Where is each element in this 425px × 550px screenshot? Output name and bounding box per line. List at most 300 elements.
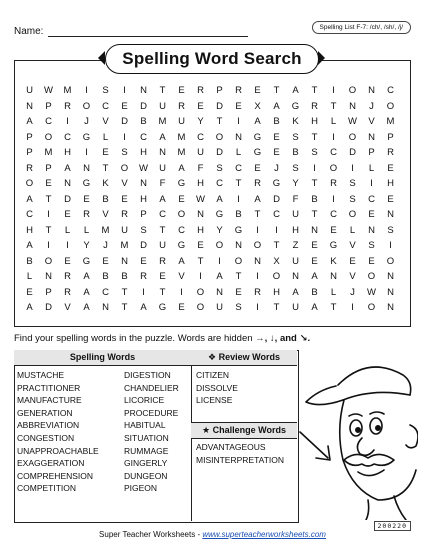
grid-letter[interactable]: K: [330, 255, 337, 267]
grid-letter[interactable]: P: [45, 162, 52, 174]
grid-letter[interactable]: L: [83, 224, 90, 236]
grid-letter[interactable]: N: [292, 271, 299, 282]
grid-letter[interactable]: U: [292, 209, 299, 220]
grid-letter[interactable]: N: [140, 85, 147, 96]
grid-letter[interactable]: G: [158, 302, 167, 313]
grid-letter[interactable]: T: [121, 286, 128, 298]
grid-letter[interactable]: L: [330, 286, 337, 298]
grid-letter[interactable]: S: [102, 85, 109, 96]
grid-letter[interactable]: H: [311, 116, 318, 127]
grid-letter[interactable]: R: [254, 286, 261, 298]
grid-letter[interactable]: A: [159, 131, 166, 143]
grid-letter[interactable]: O: [120, 162, 129, 174]
grid-letter[interactable]: C: [330, 209, 337, 220]
grid-letter[interactable]: L: [349, 224, 356, 236]
grid-letter[interactable]: G: [253, 147, 262, 158]
grid-letter[interactable]: E: [273, 131, 280, 143]
grid-letter[interactable]: V: [102, 209, 109, 220]
grid-letter[interactable]: I: [142, 286, 145, 298]
grid-letter[interactable]: I: [332, 131, 335, 143]
grid-letter[interactable]: D: [121, 116, 128, 127]
grid-letter[interactable]: Y: [197, 116, 204, 127]
grid-letter[interactable]: P: [26, 131, 33, 143]
grid-letter[interactable]: Y: [83, 240, 90, 251]
grid-letter[interactable]: O: [25, 178, 34, 189]
grid-letter[interactable]: R: [140, 271, 147, 282]
grid-letter[interactable]: Z: [292, 240, 299, 251]
grid-letter[interactable]: M: [386, 116, 395, 127]
grid-letter[interactable]: E: [64, 209, 71, 220]
grid-letter[interactable]: E: [45, 178, 52, 189]
grid-letter[interactable]: G: [82, 178, 91, 189]
grid-letter[interactable]: U: [292, 302, 299, 313]
grid-letter[interactable]: G: [177, 240, 186, 251]
grid-letter[interactable]: W: [348, 116, 357, 127]
grid-letter[interactable]: O: [386, 100, 395, 112]
grid-letter[interactable]: E: [178, 302, 185, 313]
grid-letter[interactable]: K: [102, 178, 109, 189]
grid-letter[interactable]: P: [45, 286, 52, 298]
grid-letter[interactable]: D: [216, 100, 223, 112]
grid-letter[interactable]: C: [159, 209, 166, 220]
grid-letter[interactable]: R: [64, 271, 71, 282]
grid-letter[interactable]: L: [330, 116, 337, 127]
grid-letter[interactable]: H: [64, 147, 71, 158]
grid-letter[interactable]: R: [387, 147, 394, 158]
grid-letter[interactable]: N: [140, 178, 147, 189]
grid-letter[interactable]: A: [159, 193, 166, 205]
grid-letter[interactable]: O: [367, 302, 376, 313]
grid-letter[interactable]: E: [254, 162, 261, 174]
grid-letter[interactable]: U: [159, 162, 166, 174]
grid-letter[interactable]: C: [197, 131, 204, 143]
grid-letter[interactable]: R: [83, 209, 90, 220]
grid-letter[interactable]: E: [311, 255, 318, 267]
grid-letter[interactable]: E: [26, 286, 33, 298]
grid-letter[interactable]: A: [254, 116, 261, 127]
grid-letter[interactable]: M: [120, 240, 129, 251]
grid-letter[interactable]: O: [348, 209, 357, 220]
grid-letter[interactable]: H: [387, 178, 394, 189]
grid-letter[interactable]: F: [197, 162, 204, 174]
grid-letter[interactable]: O: [367, 271, 376, 282]
grid-letter[interactable]: C: [26, 209, 33, 220]
grid-letter[interactable]: E: [349, 255, 356, 267]
grid-letter[interactable]: E: [159, 271, 166, 282]
grid-letter[interactable]: H: [26, 224, 33, 236]
grid-letter[interactable]: I: [256, 271, 259, 282]
grid-letter[interactable]: T: [45, 193, 52, 205]
grid-letter[interactable]: O: [196, 286, 205, 298]
grid-letter[interactable]: I: [256, 224, 259, 236]
grid-letter[interactable]: S: [311, 147, 318, 158]
grid-letter[interactable]: C: [140, 131, 147, 143]
grid-letter[interactable]: J: [103, 240, 108, 251]
grid-letter[interactable]: O: [386, 255, 395, 267]
grid-letter[interactable]: T: [197, 255, 204, 267]
grid-letter[interactable]: C: [216, 178, 223, 189]
grid-letter[interactable]: H: [273, 286, 280, 298]
grid-letter[interactable]: E: [197, 100, 204, 112]
grid-letter[interactable]: A: [216, 271, 223, 282]
grid-letter[interactable]: G: [272, 178, 281, 189]
grid-letter[interactable]: A: [292, 286, 299, 298]
grid-letter[interactable]: I: [85, 147, 88, 158]
grid-letter[interactable]: H: [140, 193, 147, 205]
grid-letter[interactable]: H: [197, 224, 204, 236]
grid-letter[interactable]: P: [216, 85, 223, 96]
grid-letter[interactable]: E: [273, 147, 280, 158]
grid-letter[interactable]: J: [274, 162, 279, 174]
grid-letter[interactable]: O: [196, 302, 205, 313]
grid-letter[interactable]: D: [140, 100, 147, 112]
grid-letter[interactable]: U: [159, 100, 166, 112]
grid-letter[interactable]: O: [253, 240, 262, 251]
grid-letter[interactable]: I: [237, 193, 240, 205]
grid-letter[interactable]: A: [26, 116, 33, 127]
grid-letter[interactable]: B: [311, 193, 318, 205]
grid-letter[interactable]: T: [102, 162, 109, 174]
grid-letter[interactable]: I: [351, 302, 354, 313]
footer-website-link[interactable]: www.superteacherworksheets.com: [202, 530, 326, 539]
grid-letter[interactable]: R: [64, 100, 71, 112]
grid-letter[interactable]: T: [273, 302, 280, 313]
grid-letter[interactable]: E: [197, 240, 204, 251]
grid-letter[interactable]: I: [218, 255, 221, 267]
grid-letter[interactable]: N: [26, 100, 33, 112]
grid-letter[interactable]: L: [26, 271, 33, 282]
grid-letter[interactable]: A: [83, 302, 90, 313]
grid-letter[interactable]: R: [235, 85, 242, 96]
grid-letter[interactable]: T: [121, 302, 128, 313]
grid-letter[interactable]: B: [102, 193, 109, 205]
grid-letter[interactable]: J: [369, 100, 374, 112]
grid-letter[interactable]: O: [234, 255, 243, 267]
grid-letter[interactable]: E: [64, 255, 71, 267]
grid-letter[interactable]: S: [292, 162, 299, 174]
grid-letter[interactable]: N: [368, 224, 375, 236]
grid-letter[interactable]: E: [311, 240, 318, 251]
grid-letter[interactable]: D: [273, 193, 280, 205]
grid-letter[interactable]: N: [83, 162, 90, 174]
grid-letter[interactable]: U: [197, 147, 204, 158]
grid-letter[interactable]: A: [311, 302, 318, 313]
grid-letter[interactable]: O: [44, 255, 53, 267]
grid-letter[interactable]: R: [197, 85, 204, 96]
grid-letter[interactable]: A: [311, 271, 318, 282]
grid-letter[interactable]: C: [102, 100, 109, 112]
grid-letter[interactable]: G: [215, 209, 224, 220]
grid-letter[interactable]: J: [84, 116, 89, 127]
grid-letter[interactable]: A: [140, 302, 147, 313]
grid-letter[interactable]: T: [273, 240, 280, 251]
grid-letter[interactable]: N: [121, 255, 128, 267]
grid-letter[interactable]: A: [26, 302, 33, 313]
grid-letter[interactable]: A: [254, 193, 261, 205]
grid-letter[interactable]: N: [159, 147, 166, 158]
grid-letter[interactable]: A: [26, 193, 33, 205]
grid-letter[interactable]: K: [292, 116, 299, 127]
grid-letter[interactable]: S: [216, 162, 223, 174]
grid-letter[interactable]: I: [256, 302, 259, 313]
grid-letter[interactable]: D: [140, 240, 147, 251]
grid-letter[interactable]: H: [140, 147, 147, 158]
grid-letter[interactable]: I: [199, 271, 202, 282]
grid-letter[interactable]: N: [368, 85, 375, 96]
grid-letter[interactable]: E: [178, 85, 185, 96]
grid-letter[interactable]: M: [177, 131, 186, 143]
grid-letter[interactable]: T: [45, 224, 52, 236]
grid-letter[interactable]: A: [83, 286, 90, 298]
grid-letter[interactable]: E: [235, 286, 242, 298]
grid-letter[interactable]: T: [311, 178, 318, 189]
grid-letter[interactable]: U: [292, 255, 299, 267]
grid-letter[interactable]: L: [102, 131, 109, 143]
grid-letter[interactable]: J: [350, 286, 355, 298]
grid-letter[interactable]: B: [140, 116, 147, 127]
grid-letter[interactable]: O: [348, 131, 357, 143]
grid-letter[interactable]: G: [253, 131, 262, 143]
grid-letter[interactable]: E: [254, 85, 261, 96]
grid-letter[interactable]: G: [329, 240, 338, 251]
grid-letter[interactable]: S: [121, 147, 128, 158]
grid-letter[interactable]: A: [292, 85, 299, 96]
grid-letter[interactable]: W: [367, 286, 376, 298]
grid-letter[interactable]: C: [387, 85, 394, 96]
name-line[interactable]: [48, 36, 248, 37]
grid-letter[interactable]: E: [368, 255, 375, 267]
grid-letter[interactable]: N: [387, 271, 394, 282]
grid-letter[interactable]: P: [140, 209, 147, 220]
grid-letter[interactable]: N: [387, 302, 394, 313]
grid-letter[interactable]: R: [254, 178, 261, 189]
grid-letter[interactable]: C: [273, 209, 280, 220]
grid-letter[interactable]: E: [121, 100, 128, 112]
grid-letter[interactable]: N: [368, 131, 375, 143]
grid-letter[interactable]: E: [121, 193, 128, 205]
grid-letter[interactable]: N: [349, 100, 356, 112]
grid-letter[interactable]: I: [351, 162, 354, 174]
grid-letter[interactable]: I: [47, 209, 50, 220]
grid-letter[interactable]: V: [349, 240, 356, 251]
grid-letter[interactable]: P: [26, 147, 33, 158]
grid-letter[interactable]: N: [330, 271, 337, 282]
grid-letter[interactable]: T: [311, 131, 318, 143]
grid-letter[interactable]: Y: [292, 178, 299, 189]
grid-letter[interactable]: C: [330, 147, 337, 158]
grid-letter[interactable]: S: [368, 240, 375, 251]
grid-letter[interactable]: I: [332, 193, 335, 205]
grid-letter[interactable]: N: [64, 178, 71, 189]
grid-letter[interactable]: N: [45, 271, 52, 282]
grid-letter[interactable]: E: [140, 255, 147, 267]
grid-letter[interactable]: S: [235, 302, 242, 313]
grid-letter[interactable]: V: [102, 116, 109, 127]
grid-letter[interactable]: G: [82, 131, 91, 143]
grid-letter[interactable]: A: [178, 255, 185, 267]
grid-letter[interactable]: E: [387, 162, 394, 174]
grid-letter[interactable]: T: [159, 286, 166, 298]
grid-letter[interactable]: T: [311, 209, 318, 220]
grid-letter[interactable]: C: [368, 193, 375, 205]
grid-letter[interactable]: D: [45, 302, 52, 313]
grid-letter[interactable]: I: [389, 240, 392, 251]
grid-letter[interactable]: N: [216, 286, 223, 298]
grid-letter[interactable]: B: [273, 116, 280, 127]
grid-letter[interactable]: M: [63, 85, 72, 96]
grid-letter[interactable]: E: [83, 193, 90, 205]
grid-letter[interactable]: L: [235, 147, 242, 158]
grid-letter[interactable]: A: [273, 100, 280, 112]
grid-letter[interactable]: B: [311, 286, 318, 298]
grid-letter[interactable]: A: [83, 271, 90, 282]
grid-letter[interactable]: N: [235, 240, 242, 251]
grid-letter[interactable]: O: [82, 100, 91, 112]
grid-letter[interactable]: G: [177, 178, 186, 189]
grid-letter[interactable]: C: [102, 286, 109, 298]
grid-letter[interactable]: N: [197, 209, 204, 220]
grid-letter[interactable]: U: [178, 116, 185, 127]
grid-letter[interactable]: R: [311, 100, 318, 112]
grid-letter[interactable]: O: [329, 162, 338, 174]
grid-letter[interactable]: D: [64, 193, 71, 205]
grid-letter[interactable]: O: [348, 85, 357, 96]
grid-letter[interactable]: I: [180, 286, 183, 298]
grid-letter[interactable]: W: [139, 162, 148, 174]
grid-letter[interactable]: T: [330, 100, 337, 112]
grid-letter[interactable]: T: [330, 302, 337, 313]
grid-letter[interactable]: M: [177, 147, 186, 158]
grid-letter[interactable]: U: [121, 224, 128, 236]
grid-letter[interactable]: R: [121, 209, 128, 220]
grid-letter[interactable]: E: [235, 100, 242, 112]
grid-letter[interactable]: S: [387, 224, 394, 236]
grid-letter[interactable]: O: [215, 131, 224, 143]
grid-letter[interactable]: I: [123, 85, 126, 96]
grid-letter[interactable]: F: [159, 178, 166, 189]
grid-letter[interactable]: X: [254, 100, 261, 112]
grid-letter[interactable]: I: [275, 224, 278, 236]
grid-letter[interactable]: A: [26, 240, 33, 251]
grid-letter[interactable]: T: [254, 209, 261, 220]
grid-letter[interactable]: D: [349, 147, 356, 158]
grid-letter[interactable]: N: [235, 131, 242, 143]
grid-letter[interactable]: N: [387, 286, 394, 298]
grid-letter[interactable]: W: [44, 85, 53, 96]
grid-letter[interactable]: S: [349, 193, 356, 205]
grid-letter[interactable]: H: [197, 178, 204, 189]
grid-letter[interactable]: I: [66, 240, 69, 251]
grid-letter[interactable]: T: [159, 85, 166, 96]
grid-letter[interactable]: E: [368, 209, 375, 220]
grid-letter[interactable]: L: [368, 162, 375, 174]
grid-letter[interactable]: A: [64, 162, 71, 174]
grid-letter[interactable]: X: [273, 255, 280, 267]
grid-letter[interactable]: N: [387, 209, 394, 220]
grid-letter[interactable]: T: [235, 178, 242, 189]
grid-letter[interactable]: U: [216, 302, 223, 313]
grid-letter[interactable]: C: [64, 131, 71, 143]
grid-letter[interactable]: C: [45, 116, 52, 127]
grid-letter[interactable]: S: [349, 178, 356, 189]
grid-letter[interactable]: V: [178, 271, 185, 282]
grid-letter[interactable]: O: [177, 209, 186, 220]
grid-letter[interactable]: T: [235, 271, 242, 282]
grid-letter[interactable]: L: [64, 224, 71, 236]
grid-letter[interactable]: H: [292, 224, 299, 236]
grid-letter[interactable]: B: [26, 255, 33, 267]
grid-letter[interactable]: R: [64, 286, 71, 298]
grid-letter[interactable]: P: [45, 100, 52, 112]
grid-letter[interactable]: I: [332, 85, 335, 96]
grid-letter[interactable]: B: [235, 209, 242, 220]
grid-letter[interactable]: P: [387, 131, 394, 143]
grid-letter[interactable]: M: [101, 224, 110, 236]
grid-letter[interactable]: I: [66, 116, 69, 127]
grid-letter[interactable]: I: [237, 116, 240, 127]
grid-letter[interactable]: M: [158, 116, 167, 127]
grid-letter[interactable]: B: [102, 271, 109, 282]
grid-letter[interactable]: O: [44, 131, 53, 143]
grid-letter[interactable]: B: [292, 147, 299, 158]
grid-letter[interactable]: R: [178, 100, 185, 112]
grid-letter[interactable]: I: [85, 85, 88, 96]
grid-letter[interactable]: T: [216, 116, 223, 127]
grid-letter[interactable]: E: [102, 255, 109, 267]
grid-letter[interactable]: D: [216, 147, 223, 158]
grid-letter[interactable]: E: [102, 147, 109, 158]
grid-letter[interactable]: E: [330, 224, 337, 236]
grid-letter[interactable]: T: [273, 85, 280, 96]
grid-letter[interactable]: G: [82, 255, 91, 267]
grid-letter[interactable]: U: [26, 85, 33, 96]
grid-letter[interactable]: O: [215, 240, 224, 251]
grid-letter[interactable]: B: [121, 271, 128, 282]
grid-letter[interactable]: Y: [216, 224, 223, 236]
grid-letter[interactable]: T: [311, 85, 318, 96]
grid-letter[interactable]: T: [159, 224, 166, 236]
grid-letter[interactable]: R: [26, 162, 33, 174]
grid-letter[interactable]: C: [178, 224, 185, 236]
grid-letter[interactable]: E: [178, 193, 185, 205]
grid-letter[interactable]: S: [292, 131, 299, 143]
grid-letter[interactable]: S: [140, 224, 147, 236]
grid-letter[interactable]: I: [370, 178, 373, 189]
grid-letter[interactable]: A: [216, 193, 223, 205]
grid-letter[interactable]: G: [291, 100, 300, 112]
grid-letter[interactable]: A: [178, 162, 185, 174]
grid-letter[interactable]: V: [64, 302, 71, 313]
grid-letter[interactable]: R: [330, 178, 337, 189]
grid-letter[interactable]: V: [121, 178, 128, 189]
grid-letter[interactable]: V: [349, 271, 356, 282]
grid-letter[interactable]: N: [254, 255, 261, 267]
grid-letter[interactable]: U: [159, 240, 166, 251]
grid-letter[interactable]: M: [44, 147, 53, 158]
grid-letter[interactable]: E: [387, 193, 394, 205]
grid-letter[interactable]: N: [311, 224, 318, 236]
grid-letter[interactable]: G: [234, 224, 243, 236]
grid-letter[interactable]: O: [272, 271, 281, 282]
grid-letter[interactable]: I: [123, 131, 126, 143]
grid-letter[interactable]: C: [235, 162, 242, 174]
grid-letter[interactable]: W: [196, 193, 205, 205]
grid-letter[interactable]: N: [102, 302, 109, 313]
grid-letter[interactable]: V: [368, 116, 375, 127]
grid-letter[interactable]: F: [292, 193, 299, 205]
grid-letter[interactable]: R: [159, 255, 166, 267]
grid-letter[interactable]: P: [368, 147, 375, 158]
